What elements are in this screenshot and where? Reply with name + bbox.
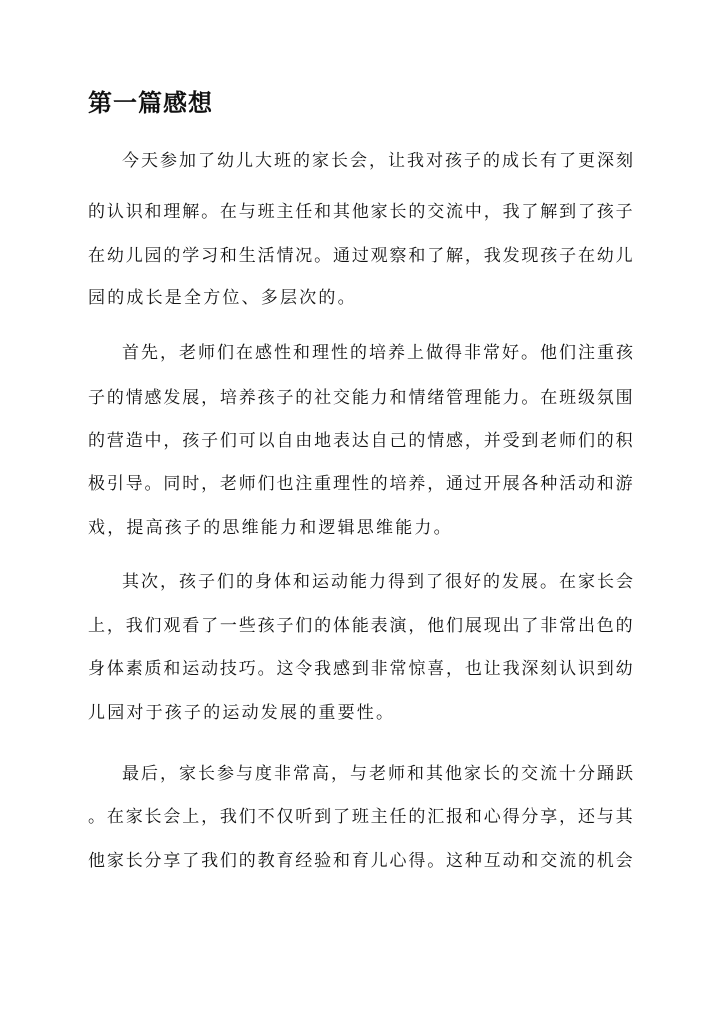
paragraph-2-line-2: 子 的 情 感 发 展 ， 培 养 孩 子 的 社 交 能 力 和 情 绪 管 理 能 力 。 在 班 级 氛 围: [88, 388, 633, 408]
paragraph-2-line-3: 的 营 造 中 ， 孩 子 们 可 以 自 由 地 表 达 自 己 的 情 感 ， 并 受 到 老 师 们 的 积: [88, 431, 633, 451]
paragraph-2-line-4: 极 引 导 。 同 时 ， 老 师 们 也 注 重 理 性 的 培 养 ， 通 过 开 展 各 种 活 动 和 游: [88, 474, 633, 494]
paragraph-4-line-3: 他 家 长 分 享 了 我 们 的 教 育 经 验 和 育 儿 心 得 。 这 种 互 动 和 交 流 的 机 会: [88, 851, 633, 871]
paragraph-4-line-1: 最 后 ， 家 长 参 与 度 非 常 高 ， 与 老 师 和 其 他 家 长 的 交 流 十 分 踊 跃: [122, 764, 633, 784]
paragraph-3-line-4: 儿园对于孩子的运动发展的重要性。: [88, 703, 396, 723]
paragraph-1-line-4: 园的成长是全方位、多层次的。: [88, 288, 357, 308]
paragraph-1-line-1: 今 天 参 加 了 幼 儿 大 班 的 家 长 会 ， 让 我 对 孩 子 的 成 长 有 了 更 深 刻: [122, 151, 633, 171]
paragraph-3-line-3: 身 体 素 质 和 运 动 技 巧 。 这 令 我 感 到 非 常 惊 喜 ， 也 让 我 深 刻 认 识 到 幼: [88, 659, 633, 679]
paragraph-2-line-5: 戏，提高孩子的思维能力和逻辑思维能力。: [88, 518, 453, 538]
paragraph-3-line-1: 其 次 ， 孩 子 们 的 身 体 和 运 动 能 力 得 到 了 很 好 的 发 展 。 在 家 长 会: [122, 572, 633, 592]
paragraph-3-line-2: 上 ， 我 们 观 看 了 一 些 孩 子 们 的 体 能 表 演 ， 他 们 展 现 出 了 非 常 出 色 的: [88, 616, 633, 636]
paragraph-4-line-2: 。 在 家 长 会 上 ， 我 们 不 仅 听 到 了 班 主 任 的 汇 报 和 心 得 分 享 ， 还 与 其: [88, 807, 633, 827]
paragraph-1-line-2: 的 认 识 和 理 解 。 在 与 班 主 任 和 其 他 家 长 的 交 流 中 ， 我 了 解 到 了 孩 子: [88, 202, 633, 222]
paragraph-2-line-1: 首 先 ， 老 师 们 在 感 性 和 理 性 的 培 养 上 做 得 非 常 好 。 他 们 注 重 孩: [122, 343, 633, 363]
paragraph-1-line-3: 在 幼 儿 园 的 学 习 和 生 活 情 况 。 通 过 观 察 和 了 解 ， 我 发 现 孩 子 在 幼 儿: [88, 246, 633, 266]
document-title: 第一篇感想: [88, 89, 213, 117]
